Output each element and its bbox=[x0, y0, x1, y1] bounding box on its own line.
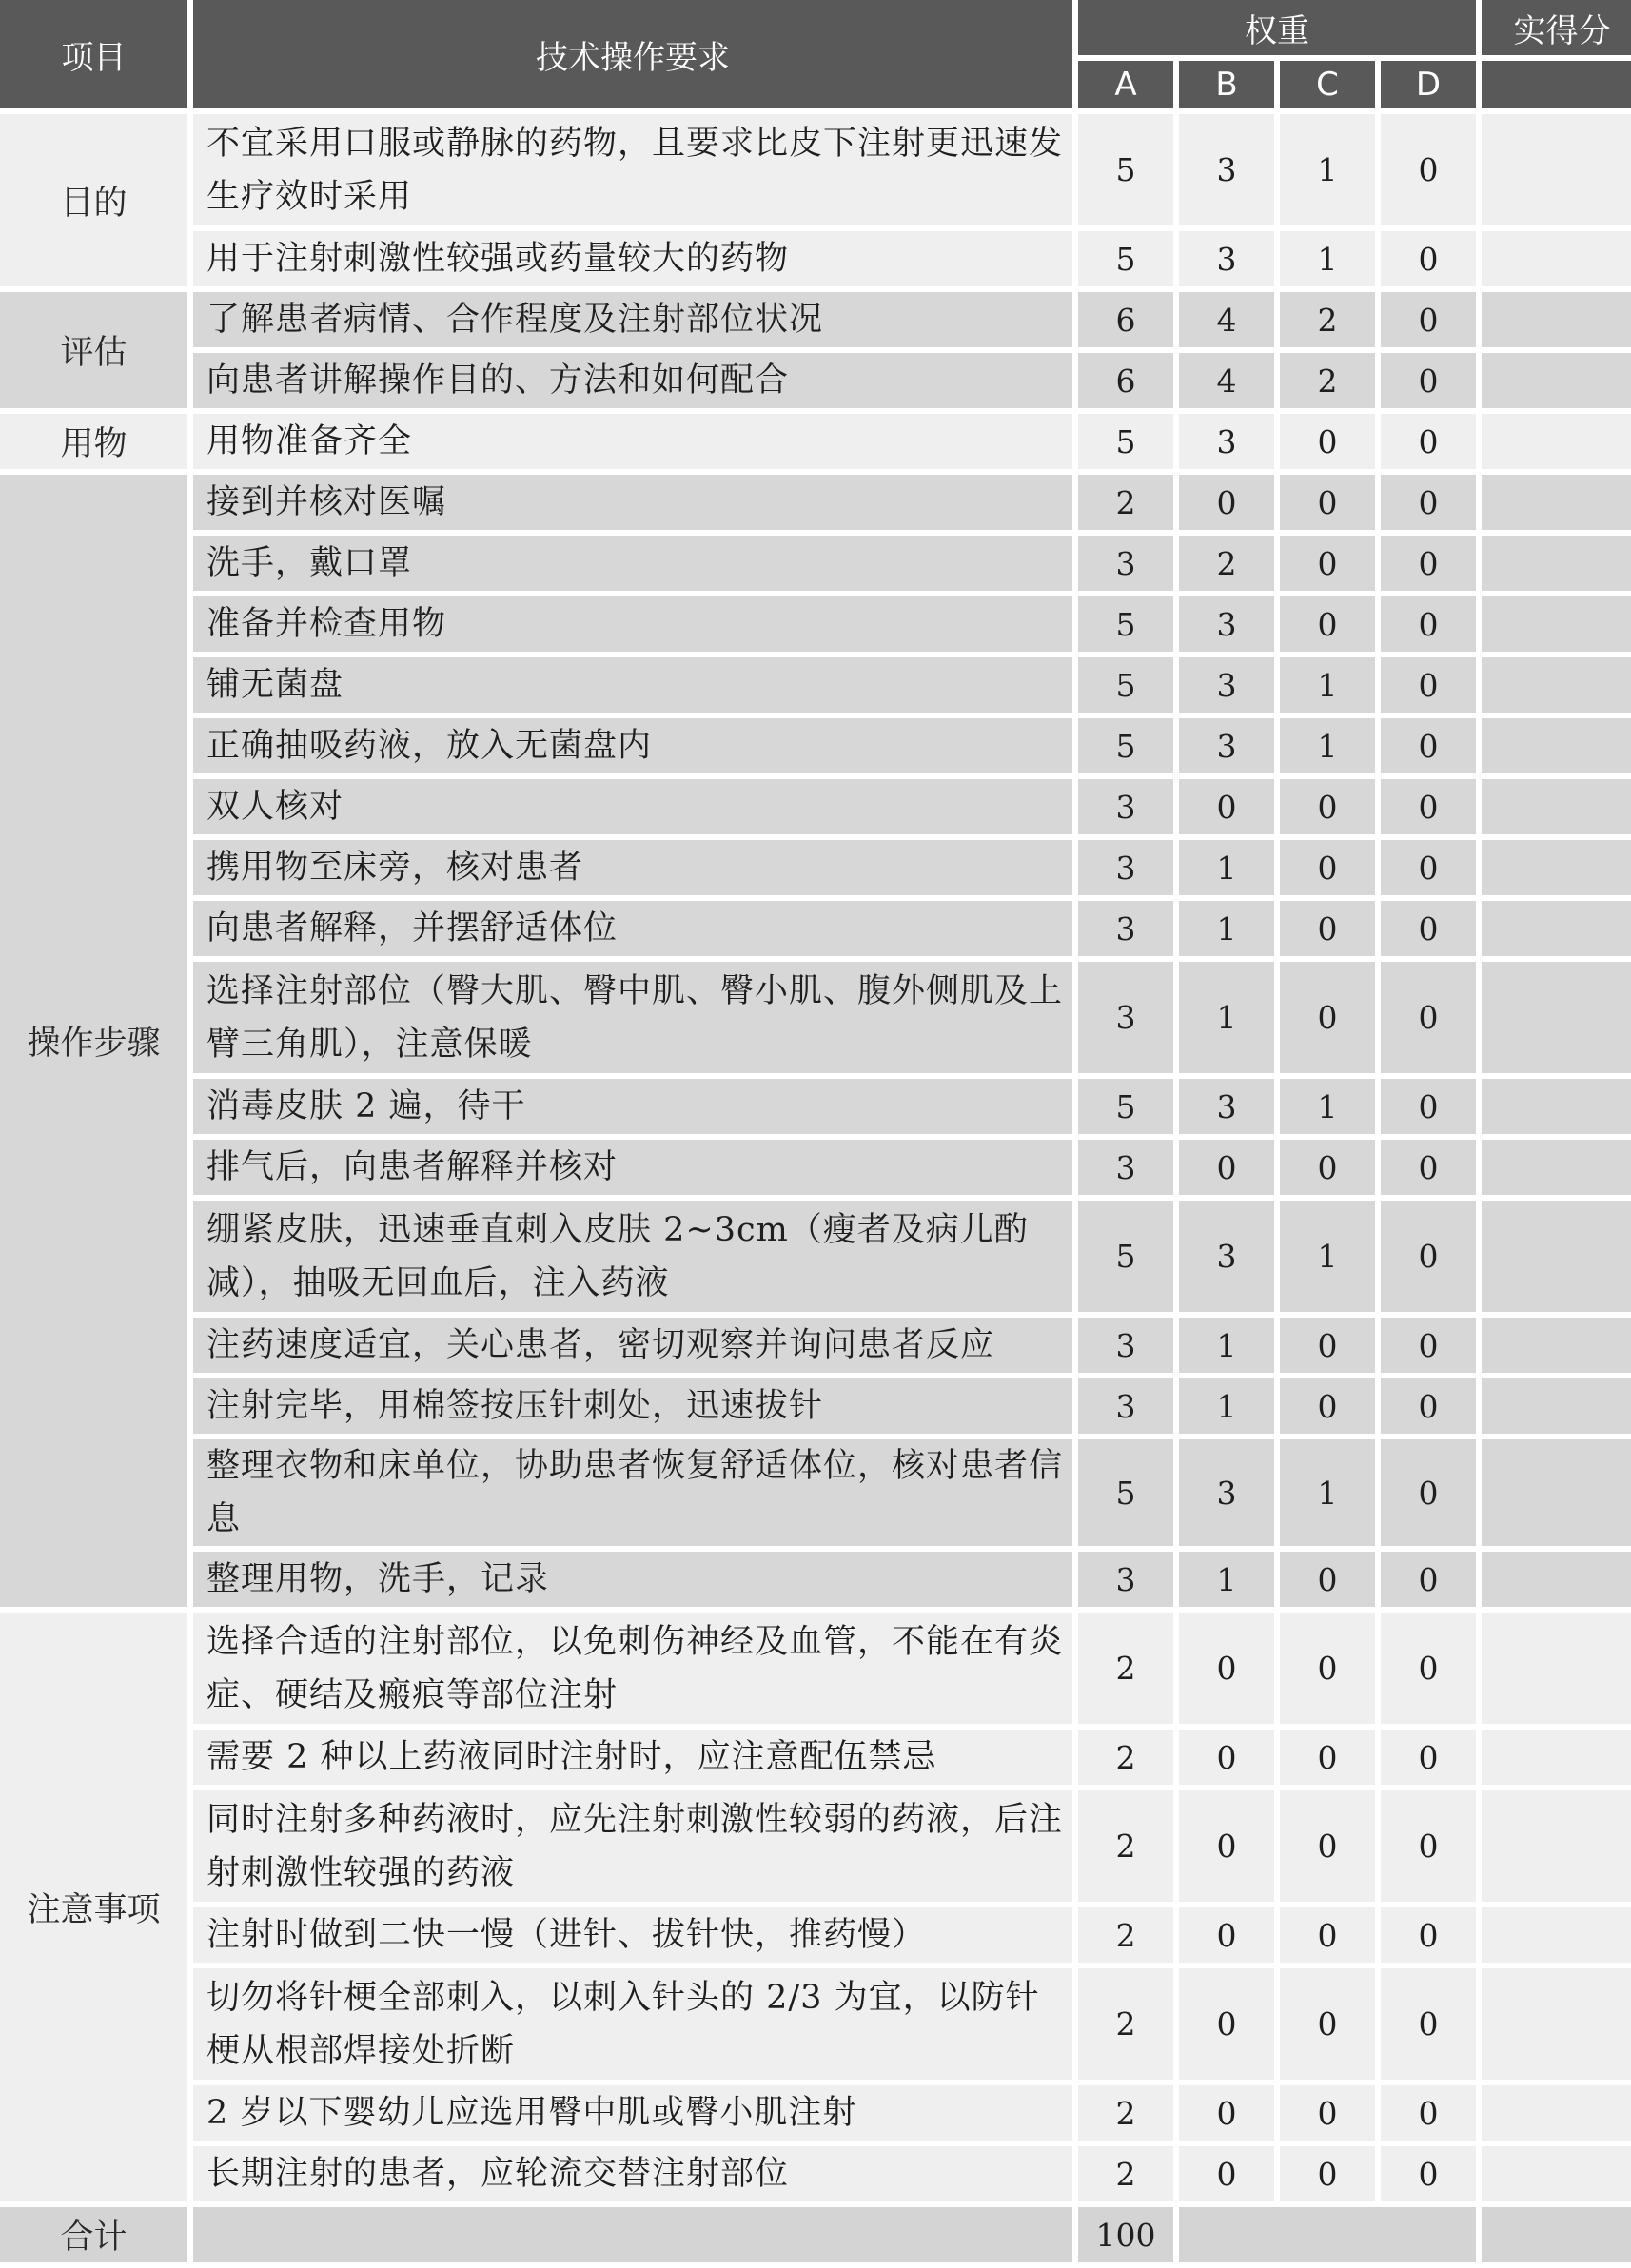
weight-c: 1 bbox=[1280, 1201, 1375, 1312]
weight-d: 0 bbox=[1381, 292, 1476, 347]
total-row bbox=[0, 2207, 1631, 2262]
weight-d: 0 bbox=[1381, 1140, 1476, 1195]
weight-b: 1 bbox=[1179, 1378, 1274, 1434]
table-row bbox=[0, 1378, 1631, 1434]
weight-c: 1 bbox=[1280, 1439, 1375, 1546]
weight-a: 5 bbox=[1078, 657, 1173, 713]
weight-a: 2 bbox=[1078, 475, 1173, 530]
score-cell bbox=[1482, 1140, 1631, 1195]
table-row bbox=[0, 353, 1631, 408]
weight-b: 3 bbox=[1179, 231, 1274, 286]
score-cell bbox=[1482, 1907, 1631, 1963]
weight-b: 0 bbox=[1179, 1730, 1274, 1785]
weight-c: 0 bbox=[1280, 1968, 1375, 2080]
table-row bbox=[0, 2146, 1631, 2201]
weight-c: 0 bbox=[1280, 840, 1375, 895]
requirement-text: 整理衣物和床单位，协助患者恢复舒适体位，核对患者信息 bbox=[193, 1439, 1072, 1546]
weight-d: 0 bbox=[1381, 1378, 1476, 1434]
weight-d: 0 bbox=[1381, 901, 1476, 956]
weight-b: 3 bbox=[1179, 1201, 1274, 1312]
weight-a: 2 bbox=[1078, 2146, 1173, 2201]
weight-b: 0 bbox=[1179, 1790, 1274, 1902]
table-row bbox=[0, 1730, 1631, 1785]
weight-b: 0 bbox=[1179, 2146, 1274, 2201]
score-cell bbox=[1482, 414, 1631, 469]
table-row bbox=[0, 1790, 1631, 1902]
weight-c: 0 bbox=[1280, 2146, 1375, 2201]
weight-b: 4 bbox=[1179, 292, 1274, 347]
table-row bbox=[0, 475, 1631, 530]
requirement-text: 铺无菌盘 bbox=[193, 657, 1072, 713]
weight-c: 0 bbox=[1280, 414, 1375, 469]
requirement-text: 同时注射多种药液时，应先注射刺激性较弱的药液，后注射刺激性较强的药液 bbox=[193, 1790, 1072, 1902]
score-cell bbox=[1482, 2146, 1631, 2201]
requirement-text: 准备并检查用物 bbox=[193, 596, 1072, 652]
score-cell bbox=[1482, 231, 1631, 286]
total-score-blank bbox=[1482, 2207, 1631, 2262]
weight-d: 0 bbox=[1381, 2085, 1476, 2141]
table-row bbox=[0, 536, 1631, 591]
weight-d: 0 bbox=[1381, 1730, 1476, 1785]
weight-c: 1 bbox=[1280, 1079, 1375, 1134]
score-cell bbox=[1482, 353, 1631, 408]
score-cell bbox=[1482, 1079, 1631, 1134]
weight-b: 0 bbox=[1179, 475, 1274, 530]
requirement-text: 携用物至床旁，核对患者 bbox=[193, 840, 1072, 895]
weight-b: 1 bbox=[1179, 962, 1274, 1073]
weight-c: 0 bbox=[1280, 2085, 1375, 2141]
header-weight: 权重 bbox=[1078, 0, 1476, 55]
table-row bbox=[0, 1907, 1631, 1963]
weight-c: 0 bbox=[1280, 596, 1375, 652]
score-cell bbox=[1482, 1439, 1631, 1546]
weight-a: 3 bbox=[1078, 1140, 1173, 1195]
requirement-text: 正确抽吸药液，放入无菌盘内 bbox=[193, 718, 1072, 773]
weight-d: 0 bbox=[1381, 353, 1476, 408]
requirement-text: 注药速度适宜，关心患者，密切观察并询问患者反应 bbox=[193, 1318, 1072, 1373]
table-row bbox=[0, 114, 1631, 225]
weight-a: 6 bbox=[1078, 353, 1173, 408]
weight-a: 3 bbox=[1078, 536, 1173, 591]
requirement-text: 2 岁以下婴幼儿应选用臀中肌或臀小肌注射 bbox=[193, 2085, 1072, 2141]
weight-d: 0 bbox=[1381, 475, 1476, 530]
table-row bbox=[0, 1613, 1631, 1724]
weight-a: 6 bbox=[1078, 292, 1173, 347]
weight-b: 0 bbox=[1179, 1907, 1274, 1963]
weight-b: 1 bbox=[1179, 1552, 1274, 1607]
weight-a: 3 bbox=[1078, 1552, 1173, 1607]
weight-b: 3 bbox=[1179, 596, 1274, 652]
weight-d: 0 bbox=[1381, 536, 1476, 591]
score-cell bbox=[1482, 718, 1631, 773]
table-row bbox=[0, 2085, 1631, 2141]
header-grade-d: D bbox=[1381, 61, 1476, 108]
requirement-text: 用于注射刺激性较强或药量较大的药物 bbox=[193, 231, 1072, 286]
weight-a: 5 bbox=[1078, 1201, 1173, 1312]
weight-c: 2 bbox=[1280, 353, 1375, 408]
header-row-1 bbox=[0, 0, 1631, 55]
weight-d: 0 bbox=[1381, 718, 1476, 773]
weight-b: 3 bbox=[1179, 1439, 1274, 1546]
weight-a: 5 bbox=[1078, 114, 1173, 225]
weight-c: 0 bbox=[1280, 536, 1375, 591]
requirement-text: 选择合适的注射部位，以免刺伤神经及血管，不能在有炎症、硬结及瘢痕等部位注射 bbox=[193, 1613, 1072, 1724]
weight-d: 0 bbox=[1381, 1613, 1476, 1724]
requirement-text: 洗手，戴口罩 bbox=[193, 536, 1072, 591]
score-cell bbox=[1482, 1552, 1631, 1607]
weight-d: 0 bbox=[1381, 1439, 1476, 1546]
weight-b: 3 bbox=[1179, 718, 1274, 773]
requirement-text: 绷紧皮肤，迅速垂直刺入皮肤 2~3cm（瘦者及病儿酌减），抽吸无回血后，注入药液 bbox=[193, 1201, 1072, 1312]
weight-a: 5 bbox=[1078, 1439, 1173, 1546]
table-row bbox=[0, 1318, 1631, 1373]
requirement-text: 了解患者病情、合作程度及注射部位状况 bbox=[193, 292, 1072, 347]
score-cell bbox=[1482, 1318, 1631, 1373]
weight-b: 0 bbox=[1179, 1140, 1274, 1195]
weight-c: 0 bbox=[1280, 1552, 1375, 1607]
weight-d: 0 bbox=[1381, 1907, 1476, 1963]
requirement-text: 消毒皮肤 2 遍，待干 bbox=[193, 1079, 1072, 1134]
weight-a: 5 bbox=[1078, 414, 1173, 469]
table-row bbox=[0, 718, 1631, 773]
score-cell bbox=[1482, 596, 1631, 652]
weight-c: 2 bbox=[1280, 292, 1375, 347]
weight-a: 2 bbox=[1078, 1790, 1173, 1902]
score-cell bbox=[1482, 536, 1631, 591]
section-label-supplies: 用物 bbox=[0, 414, 187, 469]
weight-b: 0 bbox=[1179, 1613, 1274, 1724]
requirement-text: 选择注射部位（臀大肌、臀中肌、臀小肌、腹外侧肌及上臂三角肌），注意保暖 bbox=[193, 962, 1072, 1073]
weight-b: 0 bbox=[1179, 1968, 1274, 2080]
requirement-text: 接到并核对医嘱 bbox=[193, 475, 1072, 530]
table-row bbox=[0, 1439, 1631, 1546]
table-row bbox=[0, 840, 1631, 895]
score-cell bbox=[1482, 475, 1631, 530]
weight-c: 0 bbox=[1280, 901, 1375, 956]
table-row bbox=[0, 292, 1631, 347]
weight-d: 0 bbox=[1381, 657, 1476, 713]
weight-c: 1 bbox=[1280, 718, 1375, 773]
weight-b: 0 bbox=[1179, 779, 1274, 834]
header-grade-c: C bbox=[1280, 61, 1375, 108]
score-cell bbox=[1482, 962, 1631, 1073]
weight-d: 0 bbox=[1381, 1790, 1476, 1902]
score-cell bbox=[1482, 1968, 1631, 2080]
table-row bbox=[0, 1552, 1631, 1607]
weight-c: 1 bbox=[1280, 114, 1375, 225]
requirement-text: 注射完毕，用棉签按压针刺处，迅速拔针 bbox=[193, 1378, 1072, 1434]
weight-b: 3 bbox=[1179, 657, 1274, 713]
requirement-text: 向患者讲解操作目的、方法和如何配合 bbox=[193, 353, 1072, 408]
header-requirement: 技术操作要求 bbox=[193, 0, 1072, 108]
requirement-text: 需要 2 种以上药液同时注射时，应注意配伍禁忌 bbox=[193, 1730, 1072, 1785]
weight-d: 0 bbox=[1381, 1201, 1476, 1312]
section-label-steps: 操作步骤 bbox=[0, 475, 187, 1607]
header-score-blank bbox=[1482, 61, 1631, 108]
requirement-text: 整理用物，洗手，记录 bbox=[193, 1552, 1072, 1607]
weight-d: 0 bbox=[1381, 2146, 1476, 2201]
weight-a: 3 bbox=[1078, 1378, 1173, 1434]
section-label-purpose: 目的 bbox=[0, 114, 187, 286]
weight-d: 0 bbox=[1381, 962, 1476, 1073]
section-label-assessment: 评估 bbox=[0, 292, 187, 408]
weight-b: 0 bbox=[1179, 2085, 1274, 2141]
score-cell bbox=[1482, 292, 1631, 347]
weight-b: 3 bbox=[1179, 114, 1274, 225]
weight-a: 3 bbox=[1078, 962, 1173, 1073]
requirement-text: 切勿将针梗全部刺入，以刺入针头的 2/3 为宜，以防针梗从根部焊接处折断 bbox=[193, 1968, 1072, 2080]
weight-b: 3 bbox=[1179, 414, 1274, 469]
weight-b: 1 bbox=[1179, 840, 1274, 895]
table-row bbox=[0, 1079, 1631, 1134]
total-label: 合计 bbox=[0, 2207, 187, 2262]
requirement-text: 不宜采用口服或静脉的药物，且要求比皮下注射更迅速发生疗效时采用 bbox=[193, 114, 1072, 225]
weight-c: 0 bbox=[1280, 1790, 1375, 1902]
score-cell bbox=[1482, 1201, 1631, 1312]
weight-a: 5 bbox=[1078, 718, 1173, 773]
weight-b: 3 bbox=[1179, 1079, 1274, 1134]
weight-d: 0 bbox=[1381, 414, 1476, 469]
score-cell bbox=[1482, 114, 1631, 225]
weight-c: 1 bbox=[1280, 231, 1375, 286]
weight-d: 0 bbox=[1381, 1968, 1476, 2080]
score-cell bbox=[1482, 1790, 1631, 1902]
score-cell bbox=[1482, 2085, 1631, 2141]
requirement-text: 长期注射的患者，应轮流交替注射部位 bbox=[193, 2146, 1072, 2201]
weight-d: 0 bbox=[1381, 1318, 1476, 1373]
table-row bbox=[0, 657, 1631, 713]
score-cell bbox=[1482, 657, 1631, 713]
weight-d: 0 bbox=[1381, 840, 1476, 895]
requirement-text: 注射时做到二快一慢（进针、拔针快，推药慢） bbox=[193, 1907, 1072, 1963]
weight-c: 0 bbox=[1280, 1730, 1375, 1785]
table-row bbox=[0, 779, 1631, 834]
header-grade-b: B bbox=[1179, 61, 1274, 108]
header-grade-a: A bbox=[1078, 61, 1173, 108]
weight-c: 1 bbox=[1280, 657, 1375, 713]
weight-a: 3 bbox=[1078, 1318, 1173, 1373]
weight-c: 0 bbox=[1280, 1907, 1375, 1963]
table-row bbox=[0, 962, 1631, 1073]
weight-d: 0 bbox=[1381, 231, 1476, 286]
weight-a: 5 bbox=[1078, 1079, 1173, 1134]
weight-d: 0 bbox=[1381, 596, 1476, 652]
weight-b: 2 bbox=[1179, 536, 1274, 591]
weight-c: 0 bbox=[1280, 1378, 1375, 1434]
table-row bbox=[0, 1968, 1631, 2080]
table-row bbox=[0, 414, 1631, 469]
score-cell bbox=[1482, 1613, 1631, 1724]
weight-a: 2 bbox=[1078, 1613, 1173, 1724]
section-label-precautions: 注意事项 bbox=[0, 1613, 187, 2201]
weight-a: 3 bbox=[1078, 779, 1173, 834]
requirement-text: 用物准备齐全 bbox=[193, 414, 1072, 469]
table-row bbox=[0, 901, 1631, 956]
weight-b: 1 bbox=[1179, 901, 1274, 956]
requirement-text: 向患者解释，并摆舒适体位 bbox=[193, 901, 1072, 956]
requirement-text: 排气后，向患者解释并核对 bbox=[193, 1140, 1072, 1195]
table-row bbox=[0, 231, 1631, 286]
weight-d: 0 bbox=[1381, 1552, 1476, 1607]
total-value: 100 bbox=[1078, 2207, 1173, 2262]
header-score: 实得分 bbox=[1482, 0, 1631, 55]
score-cell bbox=[1482, 1378, 1631, 1434]
weight-d: 0 bbox=[1381, 114, 1476, 225]
weight-c: 0 bbox=[1280, 1613, 1375, 1724]
weight-a: 2 bbox=[1078, 1730, 1173, 1785]
total-requirement-blank bbox=[193, 2207, 1072, 2262]
weight-c: 0 bbox=[1280, 962, 1375, 1073]
weight-a: 2 bbox=[1078, 1968, 1173, 2080]
weight-c: 0 bbox=[1280, 1140, 1375, 1195]
weight-c: 0 bbox=[1280, 1318, 1375, 1373]
score-cell bbox=[1482, 779, 1631, 834]
weight-b: 4 bbox=[1179, 353, 1274, 408]
weight-a: 3 bbox=[1078, 901, 1173, 956]
weight-a: 2 bbox=[1078, 1907, 1173, 1963]
score-cell bbox=[1482, 901, 1631, 956]
score-cell bbox=[1482, 840, 1631, 895]
table-row bbox=[0, 1140, 1631, 1195]
weight-a: 3 bbox=[1078, 840, 1173, 895]
weight-a: 5 bbox=[1078, 596, 1173, 652]
weight-a: 2 bbox=[1078, 2085, 1173, 2141]
weight-a: 5 bbox=[1078, 231, 1173, 286]
table-row bbox=[0, 596, 1631, 652]
requirement-text: 双人核对 bbox=[193, 779, 1072, 834]
weight-c: 0 bbox=[1280, 779, 1375, 834]
header-item: 项目 bbox=[0, 0, 187, 108]
weight-c: 0 bbox=[1280, 475, 1375, 530]
weight-d: 0 bbox=[1381, 779, 1476, 834]
total-weight-blank bbox=[1179, 2207, 1476, 2262]
weight-b: 1 bbox=[1179, 1318, 1274, 1373]
score-cell bbox=[1482, 1730, 1631, 1785]
weight-d: 0 bbox=[1381, 1079, 1476, 1134]
table-row bbox=[0, 1201, 1631, 1312]
